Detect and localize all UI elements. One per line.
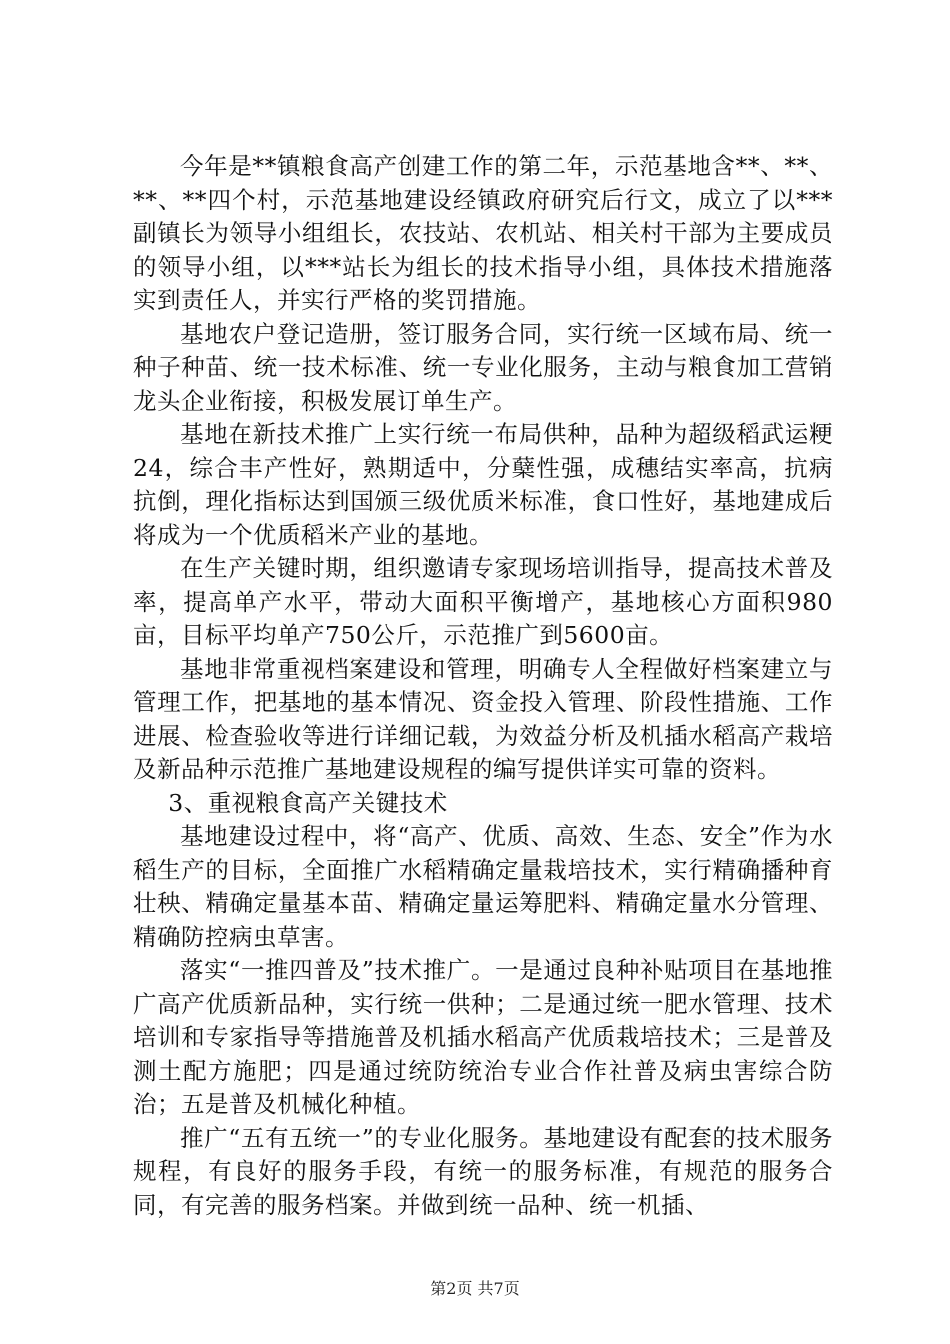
paragraph-leadership: 今年是**镇粮食高产创建工作的第二年，示范基地含**、**、**、**四个村，示范基地建设经镇政府研究后行文，成立了以***副镇长为领导小组组长，农技站、农机站、相关村干部为主要成员的领导小组，以***站长为组长的技术指导小组，具体技术措施落实到责任人，并实行严格的奖罚措施。 <box>133 152 833 314</box>
paragraph-goals: 基地建设过程中，将“高产、优质、高效、生态、安全”作为水稻生产的目标，全面推广水稻精确定量栽培技术，实行精确播种育壮秧、精确定量基本苗、精确定量运筹肥料、精确定量水分管理、精确防控病虫草害。 <box>133 822 833 951</box>
paragraph-variety: 基地在新技术推广上实行统一布局供种，品种为超级稻武运粳24，综合丰产性好，熟期适中，分蘖性强，成穗结实率高，抗病抗倒，理化指标达到国颁三级优质米标准，食口性好，基地建成后将成为一个优质稻米产业的基地。 <box>133 420 833 549</box>
paragraph-promotion: 落实“一推四普及”技术推广。一是通过良种补贴项目在基地推广高产优质新品种，实行统一供种；二是通过统一肥水管理、技术培训和专家指导等措施普及机插水稻高产优质栽培技术；三是普及测土配方施肥；四是通过统防统治专业合作社普及病虫害综合防治；五是普及机械化种植。 <box>133 956 833 1118</box>
document-body <box>133 150 833 1222</box>
paragraph-service: 推广“五有五统一”的专业化服务。基地建设有配套的技术服务规程，有良好的服务手段，有统一的服务标准，有规范的服务合同，有完善的服务档案。并做到统一品种、统一机插、 <box>133 1123 833 1219</box>
page-footer: 第2页 共7页 <box>430 1279 520 1298</box>
paragraph-archives: 基地非常重视档案建设和管理，明确专人全程做好档案建立与管理工作，把基地的基本情况、资金投入管理、阶段性措施、工作进展、检查验收等进行详细记载，为效益分析及机插水稻高产栽培及新品种示范推广基地建设规程的编写提供详实可靠的资料。 <box>133 654 833 783</box>
section-heading: 3、重视粮食高产关键技术 <box>168 788 448 817</box>
paragraph-training: 在生产关键时期，组织邀请专家现场培训指导，提高技术普及率，提高单产水平，带动大面积平衡增产，基地核心方面积980亩，目标平均单产750公斤，示范推广到5600亩。 <box>133 554 833 649</box>
paragraph-registration: 基地农户登记造册，签订服务合同，实行统一区域布局、统一种子种苗、统一技术标准、统一专业化服务，主动与粮食加工营销龙头企业衔接，积极发展订单生产。 <box>133 319 833 415</box>
